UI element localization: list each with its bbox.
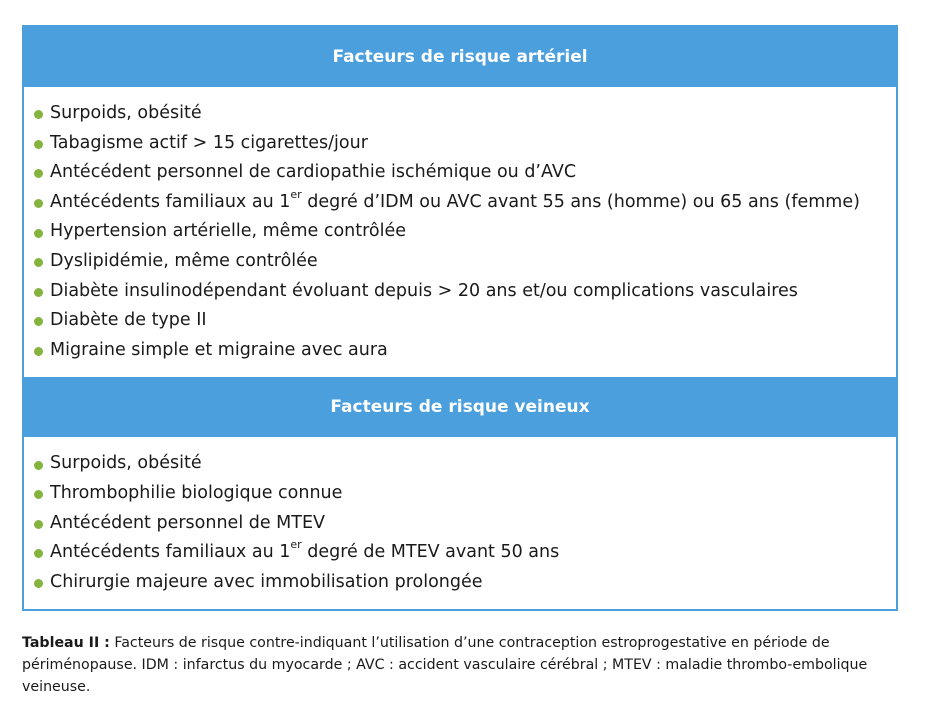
bullet-icon xyxy=(34,140,43,149)
bullet-icon xyxy=(34,229,43,238)
bullet-icon xyxy=(34,490,43,499)
list-item: Chirurgie majeure avec immobilisation prolongée xyxy=(34,568,896,598)
table-caption xyxy=(22,632,902,698)
list-item: Thrombophilie biologique connue xyxy=(34,479,896,509)
risk-factors-table xyxy=(22,25,898,611)
list-item: Diabète insulinodépendant évoluant depuis > 20 ans et/ou complications vasculaires xyxy=(34,277,896,307)
list-item: Hypertension artérielle, même contrôlée xyxy=(34,217,896,247)
bullet-icon xyxy=(34,169,43,178)
bullet-icon xyxy=(34,579,43,588)
bullet-icon xyxy=(34,317,43,326)
section-header-venous: Facteurs de risque veineux xyxy=(24,377,896,437)
list-item: Antécédents familiaux au 1er degré de MTEV avant 50 ans xyxy=(34,538,896,568)
list-item: Surpoids, obésité xyxy=(34,449,896,479)
bullet-icon xyxy=(34,461,43,470)
bullet-icon xyxy=(34,520,43,529)
section-header-arterial: Facteurs de risque artériel xyxy=(24,27,896,87)
bullet-icon xyxy=(34,549,43,558)
bullet-icon xyxy=(34,199,43,208)
list-item: Diabète de type II xyxy=(34,306,896,336)
bullet-icon xyxy=(34,288,43,297)
bullet-icon xyxy=(34,258,43,267)
list-item: Antécédents familiaux au 1er degré d’IDM ou AVC avant 55 ans (homme) ou 65 ans (femme) xyxy=(34,188,896,218)
arterial-risk-list xyxy=(24,87,896,377)
list-item: Antécédent personnel de cardiopathie ischémique ou d’AVC xyxy=(34,158,896,188)
list-item: Tabagisme actif > 15 cigarettes/jour xyxy=(34,129,896,159)
list-item: Migraine simple et migraine avec aura xyxy=(34,336,896,366)
caption-text: Facteurs de risque contre-indiquant l’utilisation d’une contraception estroprogestative en période de périménopause. IDM : infarctus du myocarde ; AVC : accident vasculaire cérébral ; MTEV : maladie thrombo-embolique veineuse. xyxy=(22,635,868,695)
bullet-icon xyxy=(34,110,43,119)
caption-label: Tableau II : xyxy=(22,635,110,651)
bullet-icon xyxy=(34,347,43,356)
list-item: Antécédent personnel de MTEV xyxy=(34,509,896,539)
venous-risk-list xyxy=(24,437,896,609)
list-item: Dyslipidémie, même contrôlée xyxy=(34,247,896,277)
list-item: Surpoids, obésité xyxy=(34,99,896,129)
